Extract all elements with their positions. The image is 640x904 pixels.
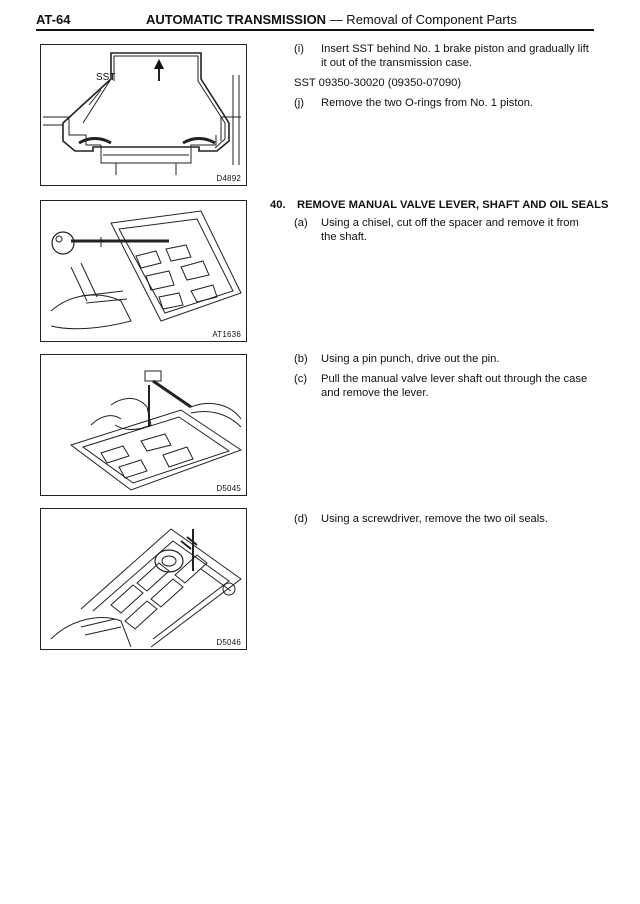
text-block-pin-punch (294, 352, 594, 406)
step-i (294, 42, 594, 70)
step-letter: (b) (294, 353, 308, 365)
chisel-illustration (41, 201, 246, 341)
page-header (36, 10, 594, 32)
step-letter: (i) (294, 43, 304, 55)
step-letter: (j) (294, 97, 304, 109)
step-letter: (a) (294, 217, 308, 229)
section-heading (270, 198, 609, 212)
section-title: — Removal of Component Parts (326, 12, 517, 27)
step-letter: (d) (294, 513, 308, 525)
step-text: Using a pin punch, drive out the pin. (321, 353, 500, 365)
step-j (294, 96, 594, 110)
sst-callout: SST (96, 72, 116, 83)
screwdriver-illustration (41, 509, 246, 649)
figure-screwdriver-oil-seal (40, 508, 247, 650)
step-text: Pull the manual valve lever shaft out through the case and remove the lever. (321, 373, 588, 399)
step-text: Insert SST behind No. 1 brake piston and gradually lift it out of the transmission case. (321, 43, 589, 69)
figure-pin-punch (40, 354, 247, 496)
page-number: AT-64 (36, 12, 71, 27)
sst-part-number: SST 09350-30020 (09350-07090) (294, 77, 462, 89)
step-d (294, 512, 594, 526)
section-number: 40. (270, 199, 286, 211)
figure-code: D5046 (216, 638, 241, 647)
figure-brake-piston-removal (40, 44, 247, 186)
page-title (146, 12, 517, 27)
step-a (294, 216, 594, 244)
text-block-oil-seals (294, 512, 594, 532)
pin-punch-illustration (41, 355, 246, 495)
text-block-brake-piston (294, 42, 594, 116)
figure-code: AT1636 (212, 330, 241, 339)
figure-code: D4892 (216, 174, 241, 183)
header-rule (36, 29, 594, 31)
section-heading-text: REMOVE MANUAL VALVE LEVER, SHAFT AND OIL SEALS (297, 199, 609, 211)
step-text: Using a screwdriver, remove the two oil seals. (321, 513, 548, 525)
figure-code: D5045 (216, 484, 241, 493)
brake-piston-illustration (41, 45, 246, 185)
step-text: Using a chisel, cut off the spacer and remove it from the shaft. (321, 217, 579, 243)
step-b (294, 352, 594, 366)
step-c (294, 372, 594, 400)
text-block-section-40 (270, 198, 609, 250)
step-letter: (c) (294, 373, 308, 385)
figure-chisel-spacer (40, 200, 247, 342)
step-text: Remove the two O-rings from No. 1 piston. (321, 97, 534, 109)
chapter-title: AUTOMATIC TRANSMISSION (146, 12, 327, 27)
